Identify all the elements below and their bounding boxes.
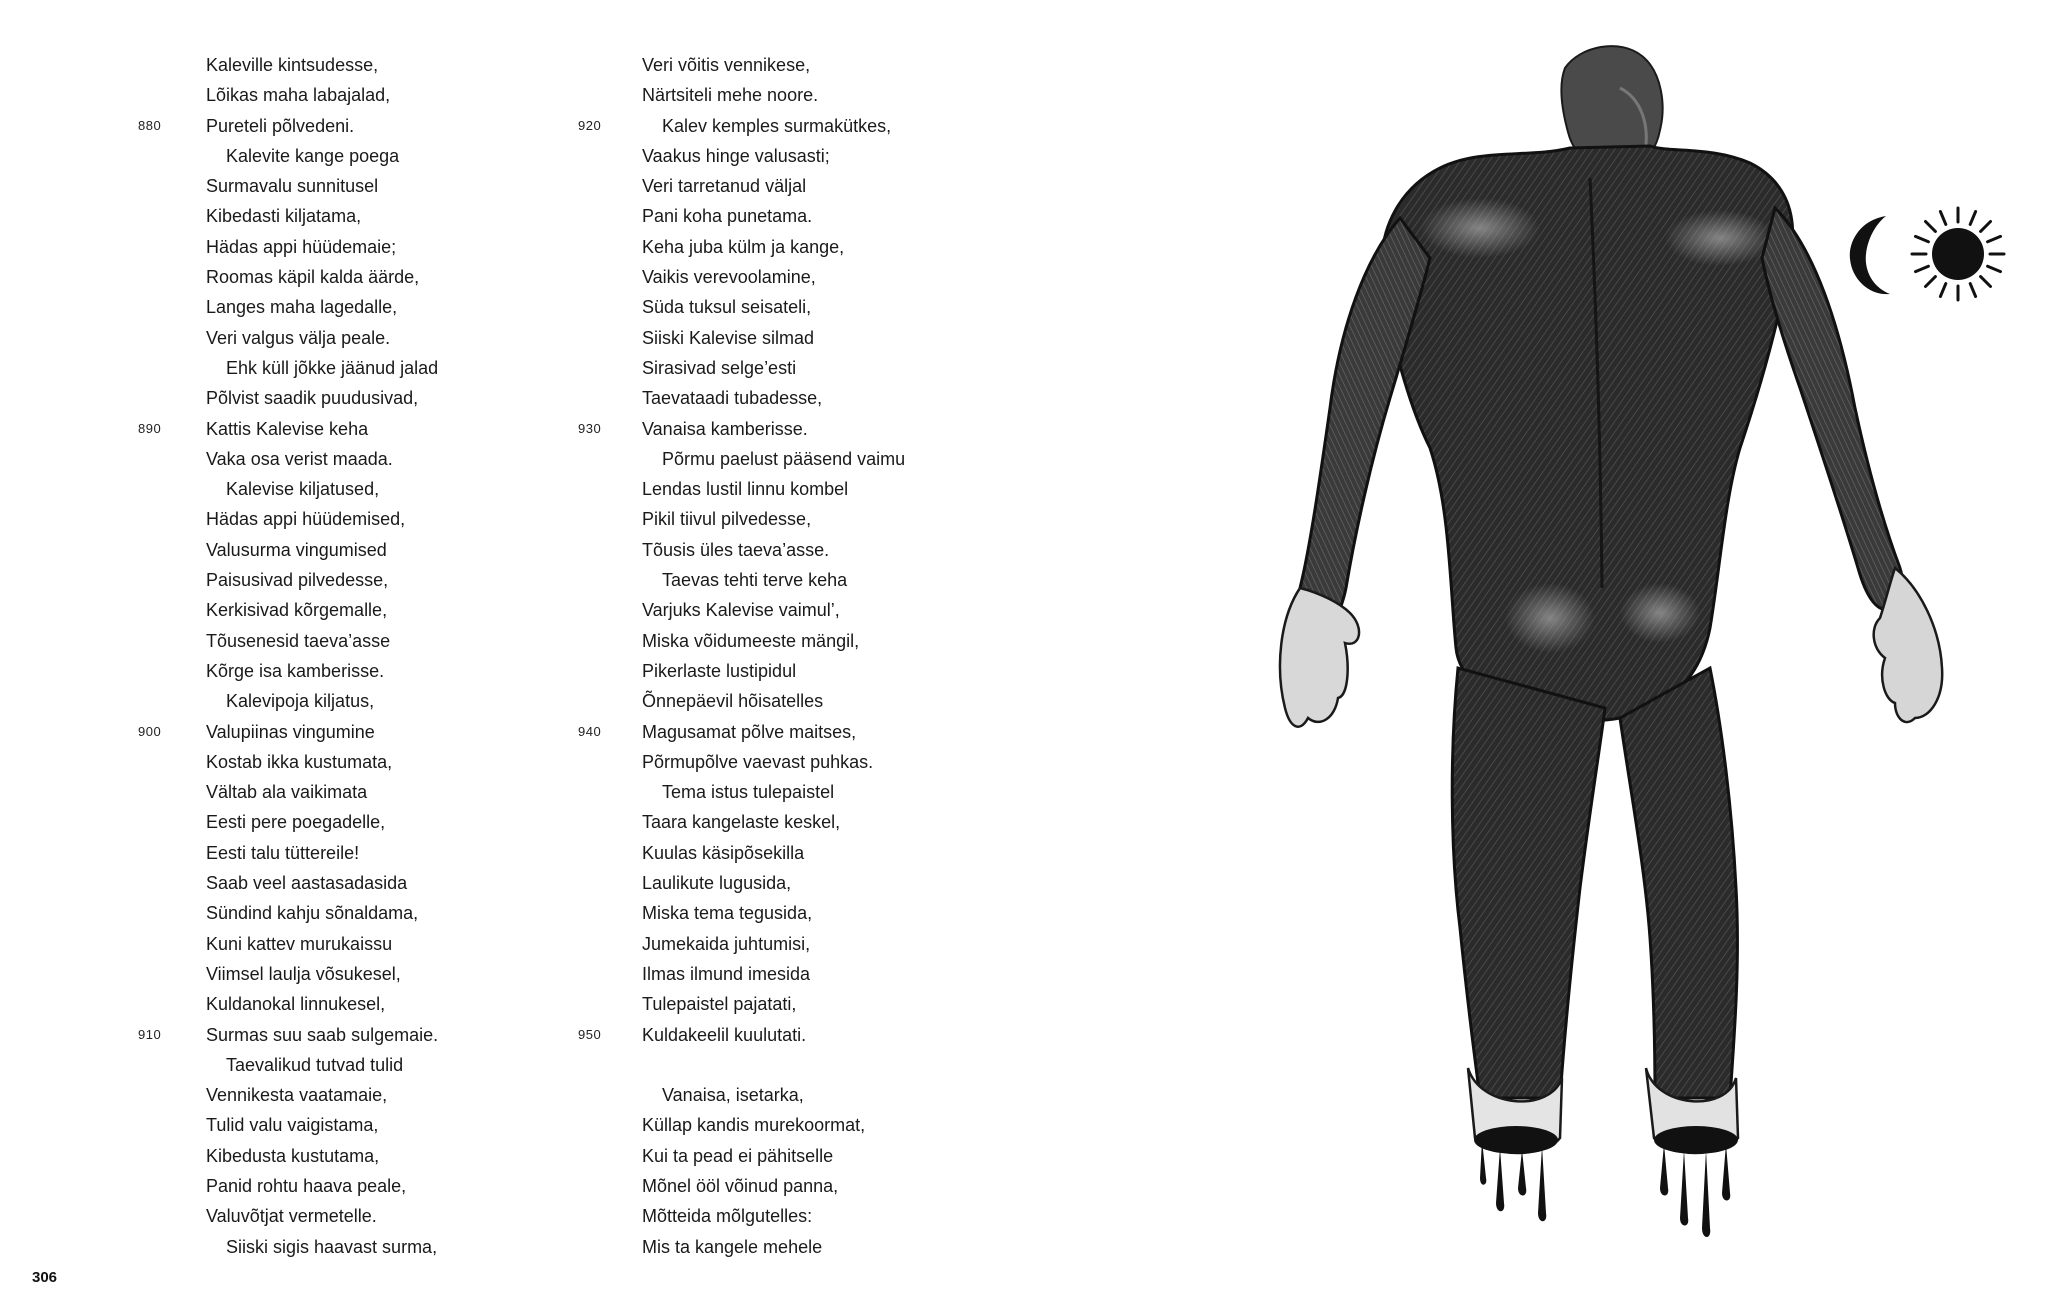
verse-text: Mõtteida mõlgutelles: xyxy=(642,1206,813,1227)
verse-line xyxy=(206,595,438,625)
verse-text: Vaikis verevoolamine, xyxy=(642,267,816,288)
verse-line xyxy=(642,262,905,292)
verse-text: Kostab ikka kustumata, xyxy=(206,751,393,772)
verse-line xyxy=(642,171,905,201)
verse-line xyxy=(578,717,905,747)
verse-text: Vanaisa kamberisse. xyxy=(642,418,808,439)
verse-line xyxy=(642,898,905,928)
verse-text: Tõusenesid taeva’asse xyxy=(206,630,391,651)
verse-text: Valusurma vingumised xyxy=(206,539,387,560)
verse-line xyxy=(642,929,905,959)
verse-line xyxy=(206,50,438,80)
verse-line xyxy=(206,1110,438,1140)
verse-line xyxy=(206,474,438,504)
verse-line xyxy=(642,201,905,231)
verse-line xyxy=(642,323,905,353)
verse-line xyxy=(578,111,905,141)
verse-text: Kuni kattev murukaissu xyxy=(206,933,393,954)
verse-line xyxy=(206,323,438,353)
verse-text: Kalevite kange poega xyxy=(226,145,400,166)
verse-text: Pikil tiivul pilvedesse, xyxy=(642,509,812,530)
verse-line xyxy=(206,262,438,292)
verse-text: Õnnepäevil hõisatelles xyxy=(642,691,824,712)
verse-text: Vältab ala vaikimata xyxy=(206,782,368,803)
verse-text: Pikerlaste lustipidul xyxy=(642,660,797,681)
verse-line xyxy=(578,1020,905,1050)
verse-line xyxy=(642,747,905,777)
verse-line xyxy=(642,838,905,868)
line-number: 910 xyxy=(138,1026,162,1042)
verse-text: Taara kangelaste keskel, xyxy=(642,812,841,833)
verse-line xyxy=(206,868,438,898)
verse-line xyxy=(206,1171,438,1201)
verse-text: Tulepaistel pajatati, xyxy=(642,994,797,1015)
verse-line xyxy=(206,656,438,686)
verse-line xyxy=(206,989,438,1019)
verse-text: Vanaisa, isetarka, xyxy=(662,1085,804,1106)
verse-text: Veri võitis vennikese, xyxy=(642,55,811,75)
verse-line xyxy=(206,383,438,413)
sun-icon xyxy=(1912,208,2004,300)
verse-text: Kalevise kiljatused, xyxy=(226,479,380,500)
poem-column-left xyxy=(138,50,439,1262)
verse-line xyxy=(206,535,438,565)
verse-line xyxy=(206,1050,438,1080)
verse-line xyxy=(642,444,905,474)
verse-text: Kuldanokal linnukesel, xyxy=(206,994,386,1015)
verse-text: Süda tuksul seisateli, xyxy=(642,297,812,318)
verse-text: Vennikesta vaatamaie, xyxy=(206,1085,388,1106)
verse-line xyxy=(206,1080,438,1110)
verse-line xyxy=(206,777,438,807)
verse-line xyxy=(206,626,438,656)
verse-line xyxy=(138,414,438,444)
verse-line xyxy=(642,595,905,625)
verse-line xyxy=(642,626,905,656)
verse-line xyxy=(642,1110,905,1140)
verse-line xyxy=(578,414,905,444)
verse-line xyxy=(206,171,438,201)
verse-line xyxy=(138,717,438,747)
verse-text: Tema istus tulepaistel xyxy=(662,782,835,803)
verse-text: Pureteli põlvedeni. xyxy=(206,115,355,136)
verse-line xyxy=(642,1080,905,1110)
verse-text: Varjuks Kalevise vaimul’, xyxy=(642,600,840,621)
verse-line xyxy=(642,353,905,383)
verse-line xyxy=(206,80,438,110)
verse-text: Närtsiteli mehe noore. xyxy=(642,85,819,106)
verse-text: Sündind kahju sõnaldama, xyxy=(206,903,419,924)
verse-line xyxy=(206,838,438,868)
line-number: 880 xyxy=(138,117,162,133)
verse-line xyxy=(206,959,438,989)
verse-line xyxy=(206,353,438,383)
verse-text: Taevas tehti terve keha xyxy=(662,570,848,591)
verse-line xyxy=(642,1050,905,1080)
verse-line xyxy=(642,535,905,565)
verse-line xyxy=(206,807,438,837)
verse-text: Surmavalu sunnitusel xyxy=(206,176,379,197)
verse-line xyxy=(642,565,905,595)
verse-text: Põrmupõlve vaevast puhkas. xyxy=(642,751,874,772)
verse-text: Ehk küll jõkke jäänud jalad xyxy=(226,357,439,378)
verse-text: Veri valgus välja peale. xyxy=(206,327,391,348)
verse-line xyxy=(642,959,905,989)
verse-line xyxy=(206,292,438,322)
verse-text: Jumekaida juhtumisi, xyxy=(642,933,811,954)
moon-sun-emblem xyxy=(1838,204,2018,304)
verse-line xyxy=(206,444,438,474)
verse-line xyxy=(138,111,438,141)
verse-text: Langes maha lagedalle, xyxy=(206,297,398,318)
verse-text: Roomas käpil kalda äärde, xyxy=(206,267,420,288)
verse-text: Lendas lustil linnu kombel xyxy=(642,479,849,500)
verse-text: Sirasivad selge’esti xyxy=(642,357,797,378)
verse-text: Kalevipoja kiljatus, xyxy=(226,691,375,712)
verse-text: Laulikute lugusida, xyxy=(642,873,792,894)
verse-text: Saab veel aastasadasida xyxy=(206,873,408,894)
verse-text: Kõrge isa kamberisse. xyxy=(206,660,385,681)
verse-text: Põrmu paelust pääsend vaimu xyxy=(662,448,906,469)
verse-line xyxy=(642,292,905,322)
verse-line xyxy=(642,1201,905,1231)
verse-line xyxy=(642,232,905,262)
verse-text: Veri tarretanud väljal xyxy=(642,176,807,197)
line-number: 900 xyxy=(138,723,162,739)
verse-line xyxy=(642,656,905,686)
verse-line xyxy=(206,232,438,262)
verse-text: Küllap kandis murekoormat, xyxy=(642,1115,866,1136)
verse-line xyxy=(642,383,905,413)
verse-line xyxy=(642,989,905,1019)
verse-line xyxy=(642,868,905,898)
verse-line xyxy=(206,929,438,959)
verse-line xyxy=(642,141,905,171)
verse-line xyxy=(206,898,438,928)
verse-line xyxy=(642,777,905,807)
verse-line xyxy=(206,1201,438,1231)
verse-text: Panid rohtu haava peale, xyxy=(206,1175,407,1196)
verse-text: Surmas suu saab sulgemaie. xyxy=(206,1024,439,1045)
verse-text: Taevalikud tutvad tulid xyxy=(226,1054,404,1075)
verse-line xyxy=(642,1171,905,1201)
verse-text: Tulid valu vaigistama, xyxy=(206,1115,379,1136)
verse-text: Miska võidumeeste mängil, xyxy=(642,630,860,651)
verse-text: Ilmas ilmund imesida xyxy=(642,963,811,984)
verse-text: Vaakus hinge valusasti; xyxy=(642,145,830,166)
verse-line xyxy=(206,504,438,534)
page-number: 306 xyxy=(32,1269,58,1286)
verse-text: Viimsel laulja võsukesel, xyxy=(206,963,401,984)
verse-text: Eesti talu tüttereile! xyxy=(206,842,360,863)
verse-text: Mõnel ööl võinud panna, xyxy=(642,1175,839,1196)
verse-text: Kattis Kalevise keha xyxy=(206,418,369,439)
verse-text: Eesti pere poegadelle, xyxy=(206,812,386,833)
verse-line xyxy=(206,141,438,171)
verse-line xyxy=(642,686,905,716)
verse-line xyxy=(206,201,438,231)
verse-text: Kalev kemples surmakütkes, xyxy=(662,115,892,136)
verse-text: Kuulas käsipõsekilla xyxy=(642,842,805,863)
verse-line xyxy=(642,50,905,80)
verse-text: Miska tema tegusida, xyxy=(642,903,813,924)
verse-text: Kerkisivad kõrgemalle, xyxy=(206,600,388,621)
verse-text: Siiski Kalevise silmad xyxy=(642,327,815,348)
verse-text: Vaka osa verist maada. xyxy=(206,448,393,469)
verse-line xyxy=(206,1141,438,1171)
verse-text: Tõusis üles taeva’asse. xyxy=(642,539,830,560)
verse-text: Lõikas maha labajalad, xyxy=(206,85,391,106)
line-number: 920 xyxy=(578,117,602,133)
verse-line xyxy=(206,747,438,777)
verse-text: Kui ta pead ei pähitselle xyxy=(642,1145,834,1166)
verse-line xyxy=(206,1232,438,1262)
verse-line xyxy=(642,80,905,110)
line-number: 940 xyxy=(578,723,602,739)
verse-text: Põlvist saadik puudusivad, xyxy=(206,388,419,409)
verse-text: Paisusivad pilvedesse, xyxy=(206,570,389,591)
verse-text: Valuvõtjat vermetelle. xyxy=(206,1206,377,1227)
verse-text: Kaleville kintsudesse, xyxy=(206,55,379,75)
verse-text: Kibedusta kustutama, xyxy=(206,1145,380,1166)
verse-text: Mis ta kangele mehele xyxy=(642,1236,823,1257)
verse-text: Magusamat põlve maitses, xyxy=(642,721,857,742)
verse-text: Hädas appi hüüdemaie; xyxy=(206,236,397,257)
verse-line xyxy=(642,1141,905,1171)
line-number: 950 xyxy=(578,1026,602,1042)
verse-text: Siiski sigis haavast surma, xyxy=(226,1236,438,1257)
verse-text: Pani koha punetama. xyxy=(642,206,813,227)
verse-text: Valupiinas vingumine xyxy=(206,721,375,742)
line-number: 930 xyxy=(578,420,602,436)
verse-text: Kuldakeelil kuulutati. xyxy=(642,1024,807,1045)
verse-line xyxy=(206,686,438,716)
verse-line xyxy=(642,1232,905,1262)
verse-line xyxy=(138,1020,439,1050)
verse-text: Keha juba külm ja kange, xyxy=(642,236,845,257)
verse-line xyxy=(642,474,905,504)
crescent-moon-icon xyxy=(1850,216,1890,294)
verse-line xyxy=(642,504,905,534)
verse-line xyxy=(206,565,438,595)
verse-text: Kibedasti kiljatama, xyxy=(206,206,362,227)
verse-text: Taevataadi tubadesse, xyxy=(642,388,823,409)
verse-text: Hädas appi hüüdemised, xyxy=(206,509,406,530)
verse-line xyxy=(642,807,905,837)
poem-column-right xyxy=(578,50,906,1262)
line-number: 890 xyxy=(138,420,162,436)
